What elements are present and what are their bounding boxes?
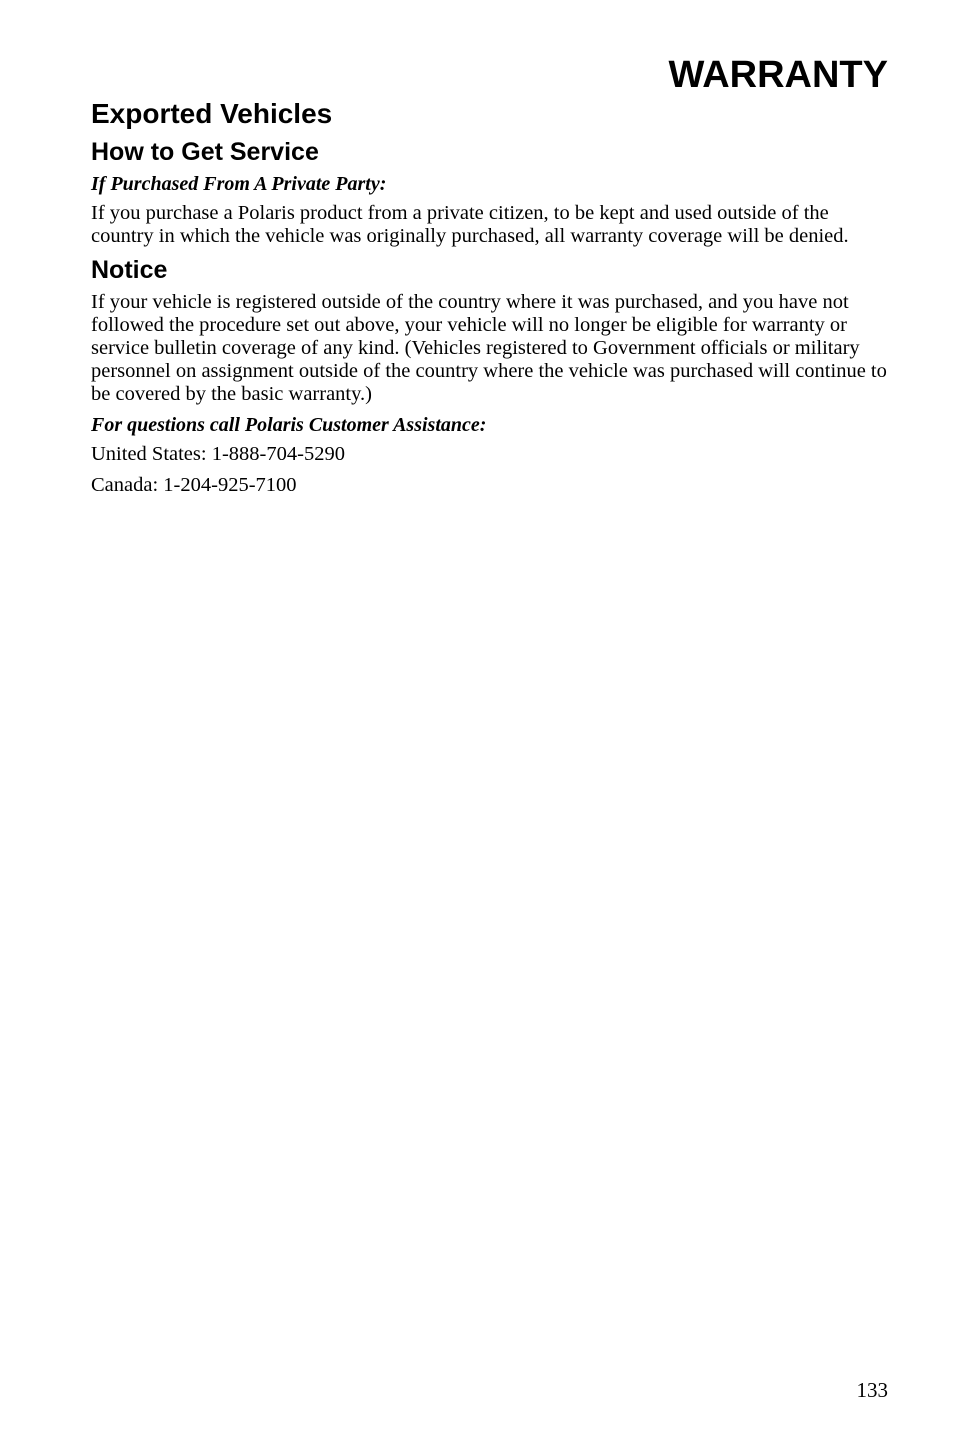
subsection-heading: Notice xyxy=(91,256,168,284)
paragraph: If your vehicle is registered outside of the country where it was purchased, and you have not followed the procedure set out above, your vehicle will no longer be eligible for warranty or service bulletin coverage of any kind. (Vehicles registered to Government officials or military personnel on assignment outside of the country where the vehicle was purchased will continue to be covered by the basic warranty.) xyxy=(91,291,887,405)
page-number: 133 xyxy=(856,1378,888,1402)
section-heading: Exported Vehicles xyxy=(91,98,333,129)
phone-us: United States: 1-888-704-5290 xyxy=(91,443,345,465)
content xyxy=(91,98,888,505)
phone-canada: Canada: 1-204-925-7100 xyxy=(91,474,297,496)
page-title: WARRANTY xyxy=(668,54,888,96)
lead-text: For questions call Polaris Customer Assistance: xyxy=(91,414,487,436)
lead-text: If Purchased From A Private Party: xyxy=(91,173,387,195)
paragraph: If you purchase a Polaris product from a private citizen, to be kept and used outside of the country in which the vehicle was originally purchased, all warranty coverage will be denied. xyxy=(91,202,849,247)
subsection-heading: How to Get Service xyxy=(91,138,319,166)
